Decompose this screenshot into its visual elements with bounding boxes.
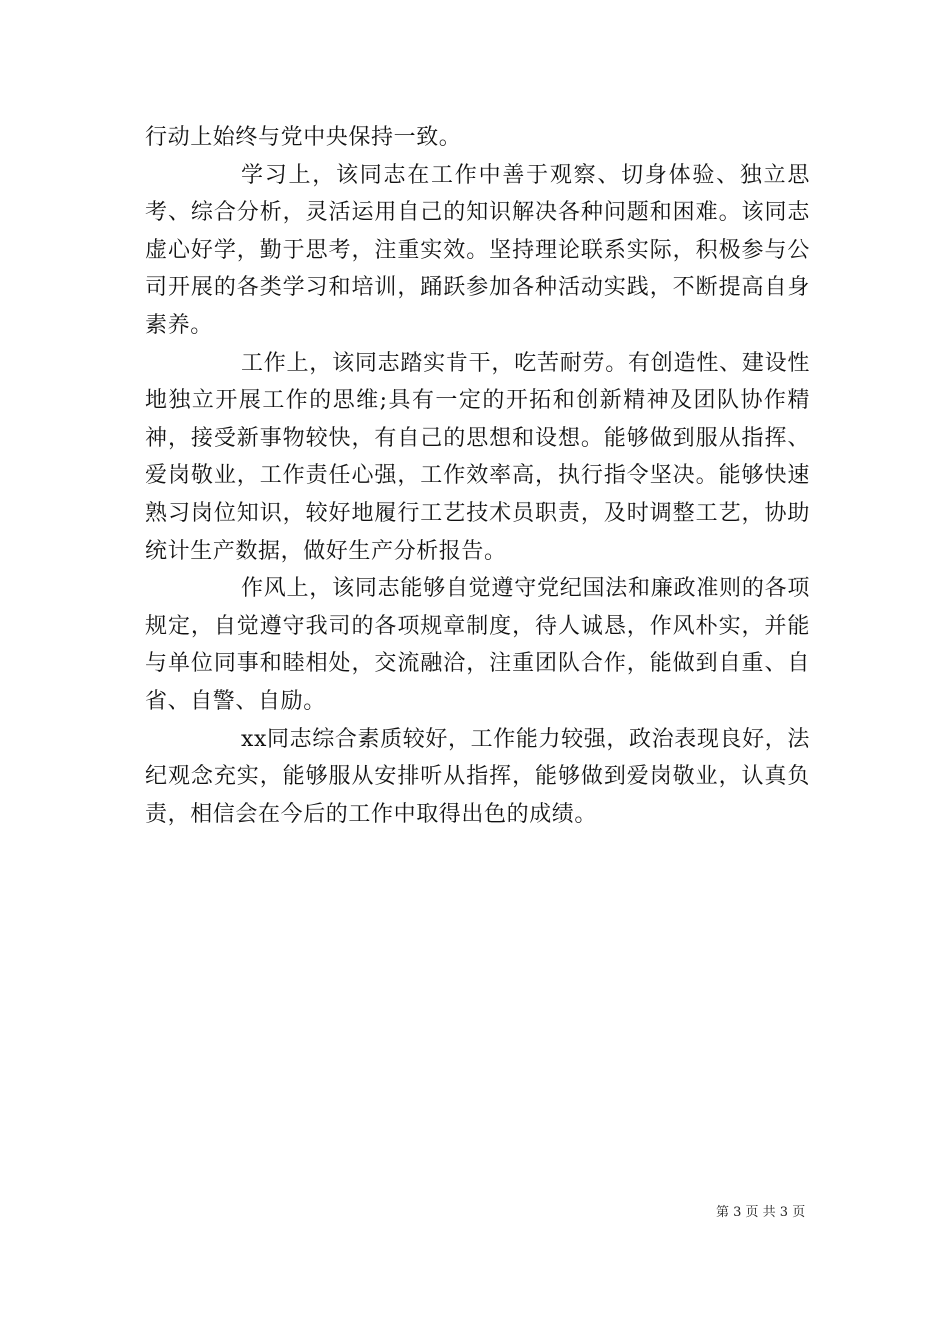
paragraph-study: 学习上，该同志在工作中善于观察、切身体验、独立思考、综合分析，灵活运用自己的知识解决各种问题和困难。该同志虚心好学，勤于思考，注重实效。坚持理论联系实际，积极参与公司开展的各类学习和培训，踊跃参加各种活动实践，不断提高自身素养。 bbox=[145, 162, 810, 338]
document-body bbox=[145, 119, 810, 833]
paragraph-conduct: 作风上，该同志能够自觉遵守党纪国法和廉政准则的各项规定，自觉遵守我司的各项规章制度，待人诚恳，作风朴实，并能与单位同事和睦相处，交流融洽，注重团队合作，能做到自重、自省、自警、自励。 bbox=[145, 576, 810, 714]
paragraph-work: 工作上，该同志踏实肯干，吃苦耐劳。有创造性、建设性地独立开展工作的思维;具有一定的开拓和创新精神及团队协作精神，接受新事物较快，有自己的思想和设想。能够做到服从指挥、爱岗敬业，工作责任心强，工作效率高，执行指令坚决。能够快速熟习岗位知识，较好地履行工艺技术员职责，及时调整工艺，协助统计生产数据，做好生产分析报告。 bbox=[145, 350, 810, 564]
paragraph-summary: xx同志综合素质较好，工作能力较强，政治表现良好，法纪观念充实，能够服从安排听从指挥，能够做到爱岗敬业，认真负责，相信会在今后的工作中取得出色的成绩。 bbox=[145, 726, 810, 827]
page-number-footer: 第 3 页 共 3 页 bbox=[716, 1205, 806, 1220]
paragraph-continuation: 行动上始终与党中央保持一致。 bbox=[145, 125, 462, 150]
